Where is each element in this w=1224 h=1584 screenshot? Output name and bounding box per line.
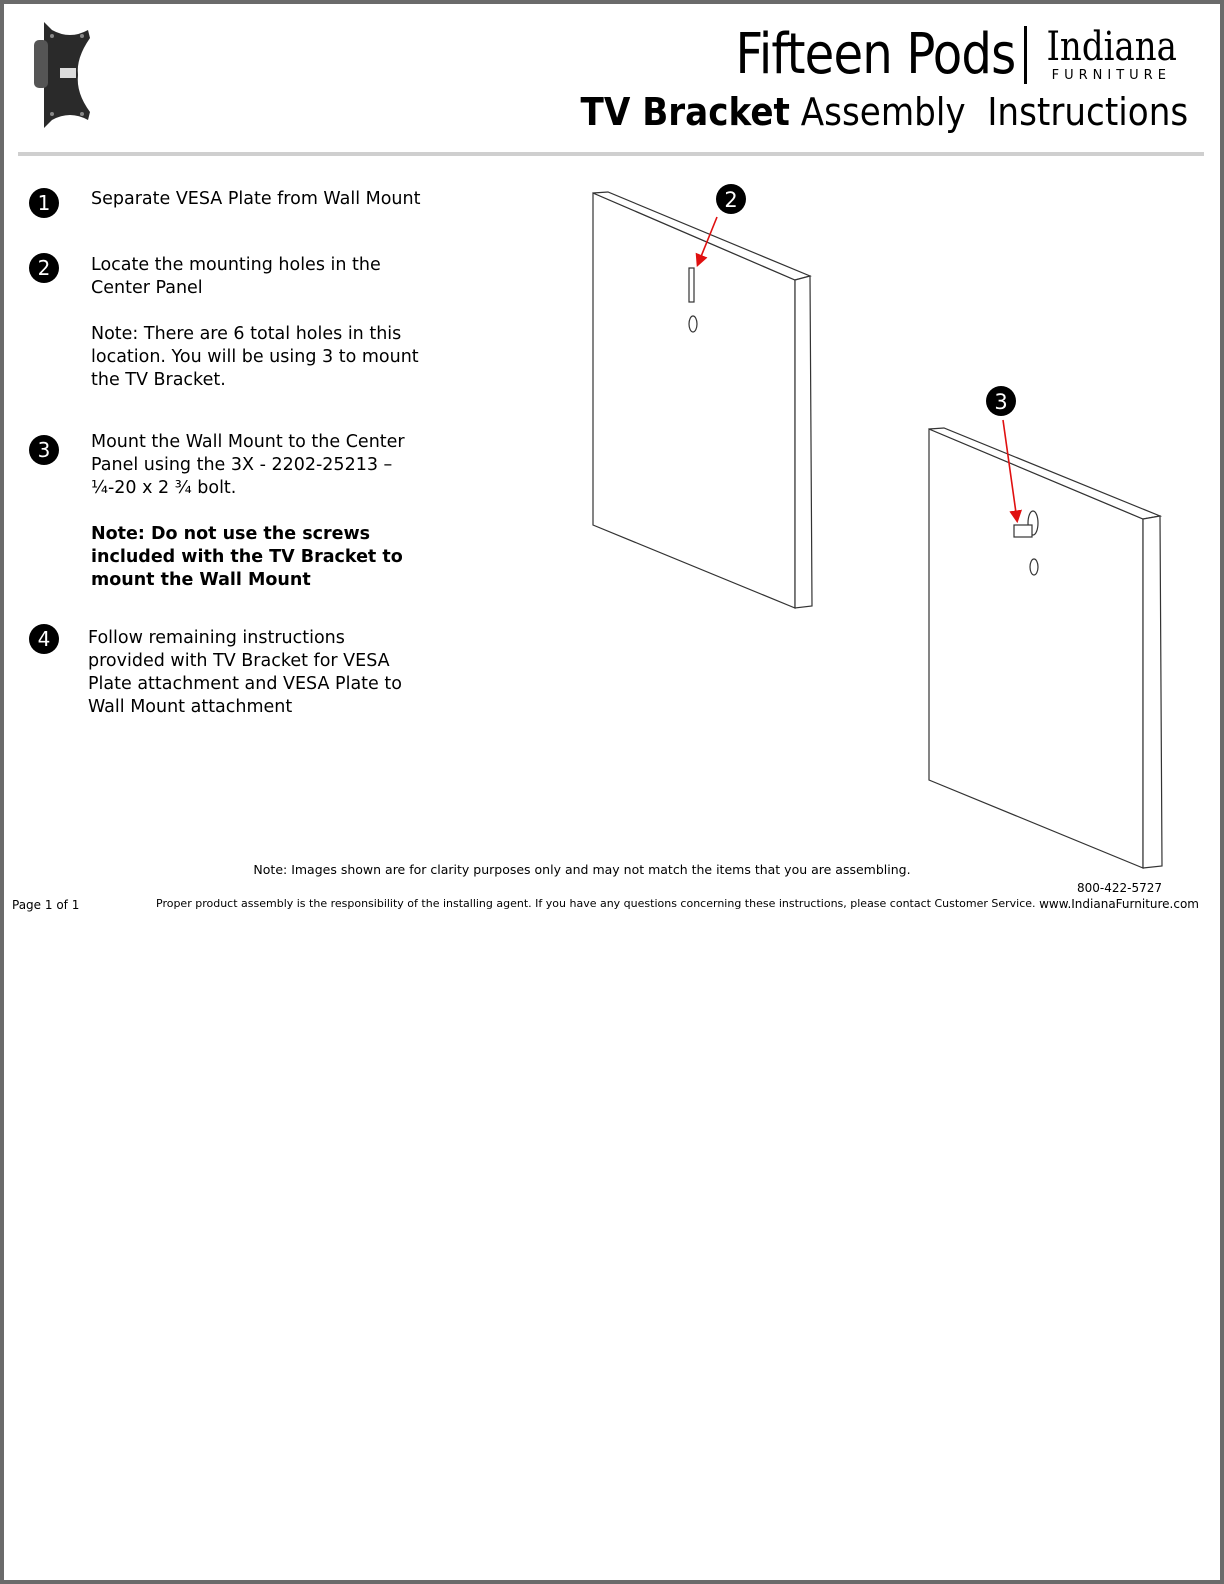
responsibility-note: Proper product assembly is the responsibility of the installing agent. If you have any questions concerning these instructions, please contact Customer Service. [156,897,1036,910]
product-name: Fifteen Pods [735,22,1016,87]
step-number-2: 2 [29,253,59,283]
document-title: TV Bracket Assembly Instructions [580,90,1188,134]
step-3-text: Mount the Wall Mount to the Center Panel using the 3X - 2202-25213 – ¼-20 x 2 ¾ bolt. Note: Do not use the screws included with the TV Bracket to mount the Wall Mount [91,432,405,590]
phone-number: 800-422-5727 [1076,881,1162,895]
page-number: Page 1 of 1 [12,898,80,912]
center-panel-after [929,428,1162,868]
step-2-text: Locate the mounting holes in the Center Panel Note: There are 6 total holes in this location. You will be using 3 to mount the TV Bracket. [91,255,419,390]
callout-2-label: 2 [724,188,738,212]
brand-logo: Indiana FURNITURE [1046,24,1177,83]
step-1-text: Separate VESA Plate from Wall Mount [91,189,421,209]
callout-3-label: 3 [994,390,1008,414]
images-note: Note: Images shown are for clarity purposes only and may not match the items that you are assembling. [253,862,911,877]
step-number-4: 4 [29,624,59,654]
step-number-3: 3 [29,435,59,465]
step-4-text: Follow remaining instructions provided with TV Bracket for VESA Plate attachment and VESA Plate to Wall Mount attachment [88,628,402,717]
step-number-1: 1 [29,188,59,218]
website-link[interactable]: www.IndianaFurniture.com [1039,897,1199,911]
